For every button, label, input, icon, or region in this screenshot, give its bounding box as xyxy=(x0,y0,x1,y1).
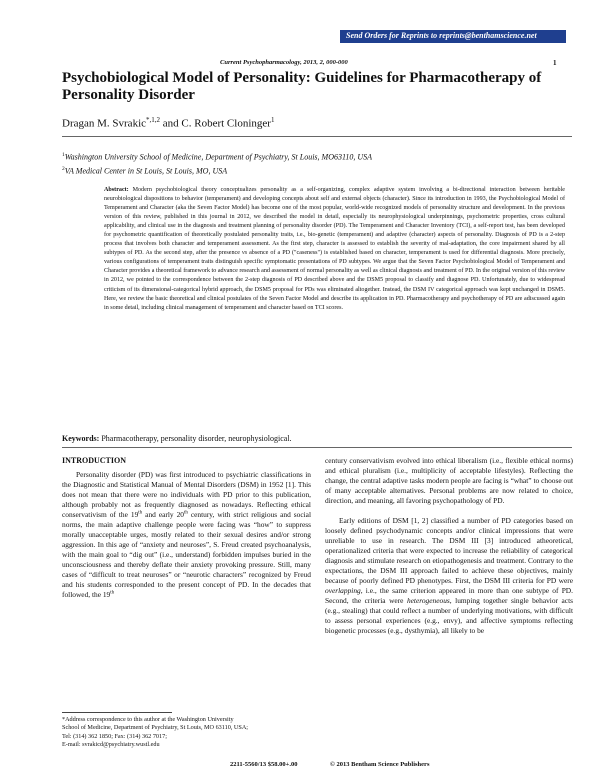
abstract xyxy=(104,186,565,313)
intro-p2-part-b: , i.e., the same criterion appeared in more than one subtype of PD. Second, the criteria were xyxy=(325,586,573,605)
author-svrakic: Dragan M. Svrakic xyxy=(62,117,147,130)
correspondence-footnote xyxy=(62,716,314,750)
affiliation-2-text: VA Medical Center in St Louis, St Louis, MO, USA xyxy=(64,166,228,176)
keywords-divider xyxy=(62,447,572,448)
footnote-email[interactable]: E-mail: svrakicd@psychiatry.wustl.edu xyxy=(62,741,160,749)
page-number: 1 xyxy=(553,59,557,67)
intro-paragraph-1-continued: century conservativism evolved into ethical liberalism (i.e., flexible ethical norms) and ethical pluralism (i.e., multiplicity of acceptable lifestyles). Reflecting the change, the central adaptive tasks modern people are facing is “what” to choose out of many acceptable alternatives. Personal problems are now related to choice, direction, and meaning, all favoring psychopathology of PD. xyxy=(325,456,573,505)
author-cloninger: C. Robert Cloninger xyxy=(181,117,271,130)
affiliation-2-mark: 2 xyxy=(62,166,65,172)
footnote-line-1: *Address correspondence to this author at the Washington University xyxy=(62,716,234,723)
intro-p1-part-a: Personality disorder (PD) was first introduced to psychiatric classifications in the Diagnostic and Statistical Manual of Mental Disorders (DSM) in 1952 [1]. This does not mean that there were no individuals with PD prior to this publication, although probably not as frequently diagnosed as nowadays. Reflecting ethical conservativism of the 19 xyxy=(62,470,311,519)
author-cloninger-marks: 1 xyxy=(270,116,275,124)
keywords xyxy=(62,434,572,443)
abstract-text-1: Modern psychobiological theory conceptualizes personality as a self-organizing, complex adaptive system involving a bi-directional interaction between heritable neurobiological dispositions to behavior (temperament) and developing concepts about self and external objects (character). Since its introduction in 1993, the Psychobiological Model of Temperament and Character (aka the Seven Factor Model) has become one of the most popular, world-wide recognized models of personality structure and development. In the previous version of this review, published in this journal in 2012, we described the model in detail, especially its neurophysiological underpinnings, psychometric properties, cross cultural applicability, and clinical use in the diagnosis and treatment planning of personality disorder (PD). The Temperament and Character Inventory (TCI), a self-report test, has been developed for psychometric quantification of theoretically postulated personality traits, i.e., bio-genetic (temperament) and adaptive (character) aspects of personality. Diagnosis of PD is a 2-step process that involves both character and temperament assessment. As the first step, character is assessed to establish the severity of mal-adaptation, the core impairment shared by all subtypes of PD. As the second step, after the presence xyxy=(104,187,565,257)
superscript-th: th xyxy=(110,590,115,596)
header-divider xyxy=(62,136,572,137)
reprints-banner xyxy=(340,30,566,43)
affiliation-1-mark: 1 xyxy=(62,152,65,158)
intro-p1-part-b: and early 20 xyxy=(142,510,184,519)
reprints-link[interactable]: Send Orders for Reprints to reprints@benthamscience.net xyxy=(346,31,537,40)
intro-p1-part-c: century, with strict religious and social norms, the main adaptive challenge people were facing was “how” to suppress morally unacceptable urges, mostly related to their sexual desires and/or strong aggression. In this age of “anxiety and neuroses”, S. Freud created psychoanalysis, with the main goal to “dig out” (i.e., understand) forbidden impulses buried in the unconsciousness and thereby deflate their anxiety provoking pressure. Still, many cases of “difficult to treat neuroses” or “neurotic characters” recognized by Freud and his students corresponded to the present concept of PD. In the decades that followed, the 19 xyxy=(62,510,311,599)
copyright: © 2013 Bentham Science Publishers xyxy=(330,761,430,768)
abstract-vs: vs xyxy=(241,250,248,257)
abstract-label: Abstract: xyxy=(104,187,129,193)
author-conjunction: and xyxy=(160,117,182,130)
intro-paragraph-1 xyxy=(62,470,311,600)
intro-p2-part-c: , lumping together single behavior acts (e.g., stealing) that could reflect a number of underlying motivations, with difficult to assess personal experiences (e.g., envy), and affective symptoms reflecting biogenetic processes (e.g., dysthymia), all likely to be xyxy=(325,596,574,635)
affiliation-1 xyxy=(62,152,372,162)
keywords-text: Pharmacotherapy, personality disorder, neurophysiological. xyxy=(99,434,292,443)
keywords-label: Keywords: xyxy=(62,434,100,443)
body-column-left xyxy=(62,470,311,600)
term-overlapping: overlapping xyxy=(325,586,361,595)
issn-price: 2211-5560/13 $58.00+.00 xyxy=(230,761,298,768)
section-heading-introduction: INTRODUCTION xyxy=(62,456,127,465)
intro-p2-part-a: Early editions of DSM [1, 2] classified a number of PD categories based on loosely defined psychodynamic concepts and/or clinical impressions that were unreliable to use in research. The DSM III [3] introduced atheoretical, operationalized criteria that were expected to increase the reliability of categorical diagnosis and stimulate research on etiopathogenesis and treatment. Contrary to the expectations, the DSM III approach failed to achieve these objectives, mainly because of poorly defined PD phenotypes. First, the DSM III criteria for PD were xyxy=(325,516,573,585)
article-title: Psychobiological Model of Personality: Guidelines for Pharmacotherapy of Personality Disorder xyxy=(62,70,542,103)
superscript-th: th xyxy=(183,510,188,516)
author-line xyxy=(62,116,274,130)
affiliation-1-text: Washington University School of Medicine, Department of Psychiatry, St Louis, MO63110, USA xyxy=(64,152,373,162)
intro-paragraph-2 xyxy=(325,516,573,636)
author-svrakic-marks: *,1,2 xyxy=(146,116,161,124)
term-heterogeneous: heterogeneous xyxy=(406,596,450,605)
footnote-line-3: Tel: (314) 362 1850; Fax: (314) 362 7017; xyxy=(62,732,167,740)
superscript-th: th xyxy=(138,510,143,516)
footnote-line-2: School of Medicine, Department of Psychiatry, St Louis, MO 63110, USA; xyxy=(62,724,249,732)
journal-citation: Current Psychopharmacology, 2013, 2, 000-000 xyxy=(220,59,348,66)
footnote-divider xyxy=(62,712,172,713)
abstract-text-2: absence of a PD ("caseness") is established based on character, temperament is used for differential diagnosis. More precisely, various configurations of temperament traits distinguish specific symptomatic presentations of PD subtypes. We argue that the Seven Factor Psychobiological Model of Temperament and Character provides a theoretical framework to advance research and assessment of normal personality as well as clinical diagnosis and treatment of PD. In the original version of this review in 2012, we pointed to the correspondence between the 2-step diagnosis of PD described above and the DSM5 proposal to classify and diagnose PD. Unfortunately, due to widespread criticism of its dimensional-categorical hybrid approach, the DSM5 proposal for PDs was eliminated altogether. Instead, the DSM IV categorical approach was kept unchanged in DSM5. Here, we review the basic theoretical and clinical postulates of the Seven Factor Model and describe its application in PD. Pharmacotherapy and psychotherapy of PD are adiscussed again in some detail, including clinical management of temperament and character based on TCI scores. xyxy=(104,250,565,311)
body-column-right xyxy=(325,456,573,636)
affiliation-2 xyxy=(62,166,227,176)
